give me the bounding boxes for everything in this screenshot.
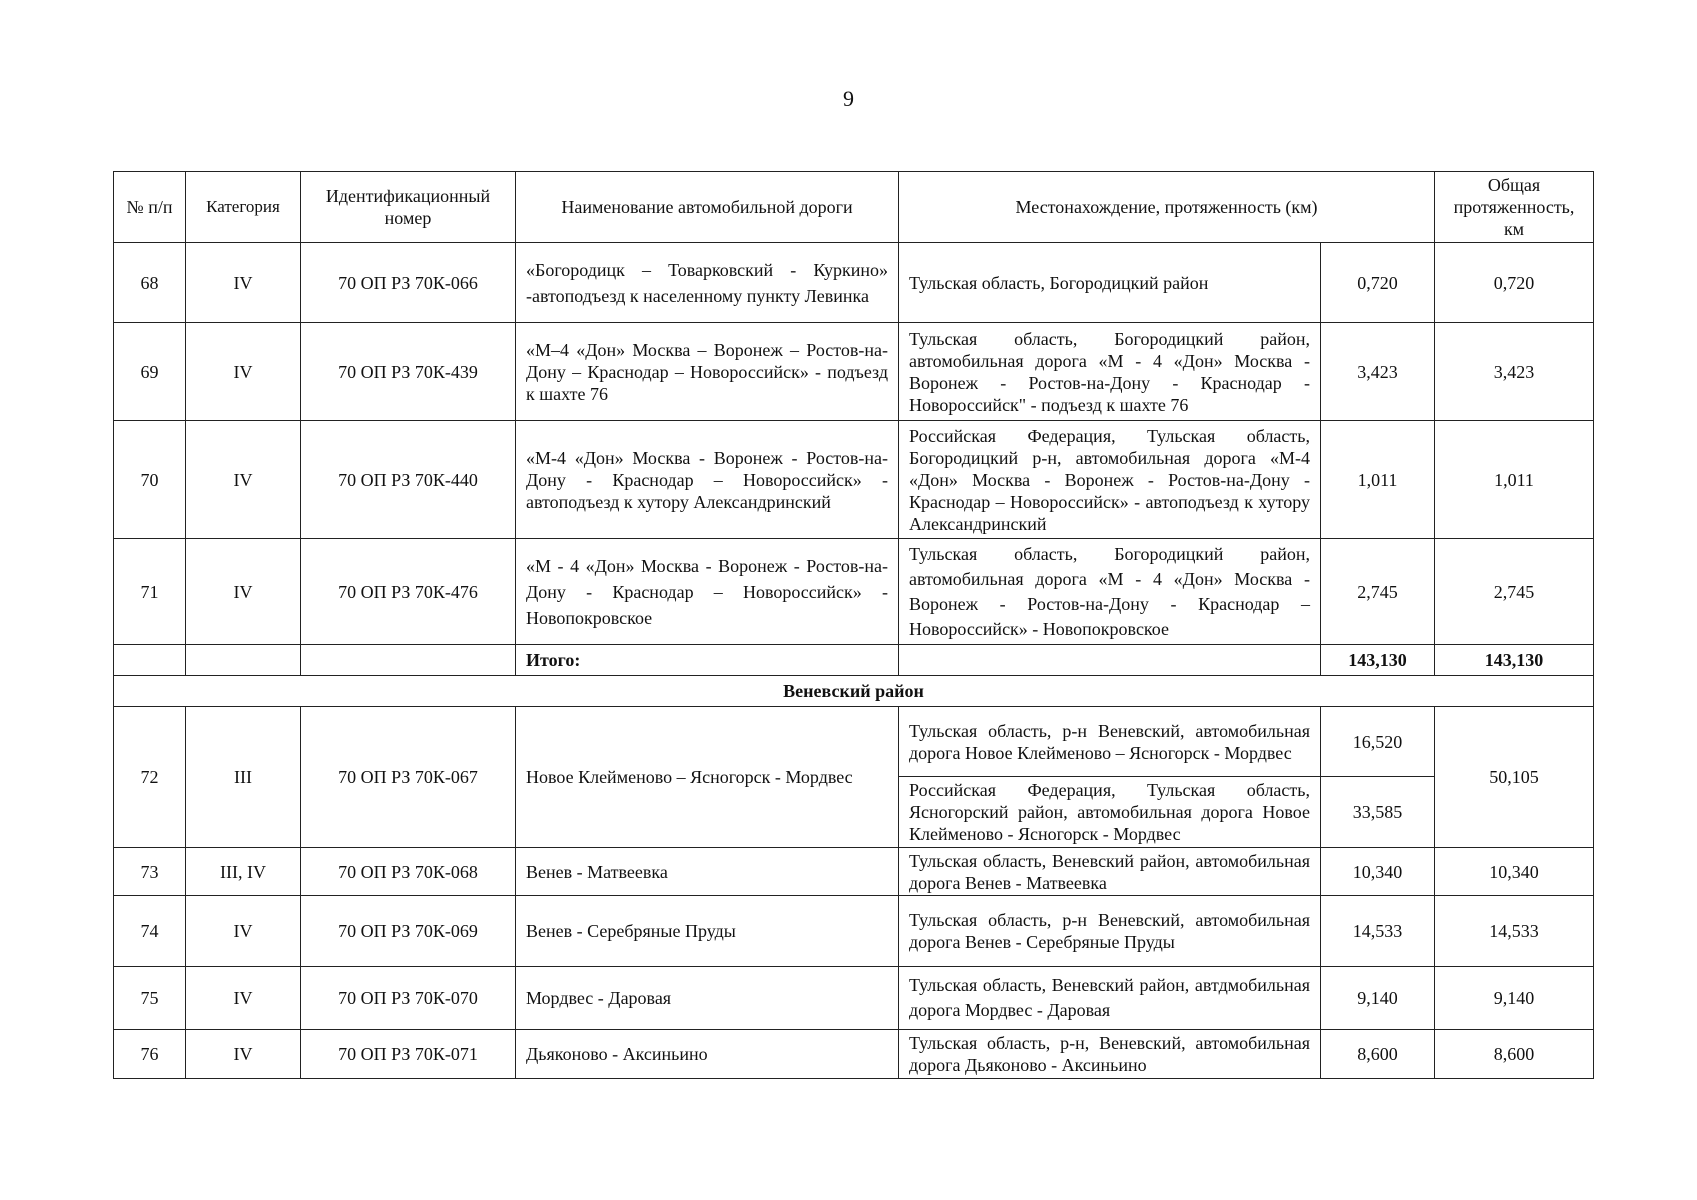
row-location: Тульская область, Богородицкий район (899, 243, 1321, 323)
row-category: III, IV (186, 848, 301, 896)
row-length: 2,745 (1321, 539, 1435, 645)
row-length: 16,520 (1321, 707, 1435, 777)
row-road-name: «Богородицк – Товарковский - Куркино» -автоподъезд к населенному пункту Левинка (516, 243, 899, 323)
row-category: IV (186, 243, 301, 323)
row-road-name: Новое Клейменово – Ясногорск - Мордвес (516, 707, 899, 848)
page-number: 9 (843, 86, 854, 111)
subtotal-length: 143,130 (1321, 645, 1435, 676)
table-row (114, 539, 1594, 645)
table-row (114, 1030, 1594, 1079)
header-category: Категория (186, 172, 301, 243)
row-category: IV (186, 967, 301, 1030)
row-category: III (186, 707, 301, 848)
row-length: 3,423 (1321, 323, 1435, 421)
row-id: 70 ОП РЗ 70К-069 (301, 896, 516, 967)
row-total: 0,720 (1435, 243, 1594, 323)
row-location: Российская Федерация, Тульская область, Богородицкий р-н, автомобильная дорога «М-4 «Дон» Москва - Воронеж - Ростов-на-Дону - Краснодар – Новороссийск» - автоподъезд к хутору Александринский (899, 421, 1321, 539)
row-road-name: «М–4 «Дон» Москва – Воронеж – Ростов-на-Дону – Краснодар – Новороссийск» - подъезд к шахте 76 (516, 323, 899, 421)
table-row (114, 421, 1594, 539)
row-road-name: «М-4 «Дон» Москва - Воронеж - Ростов-на-Дону - Краснодар – Новороссийск» - автоподъезд к хутору Александринский (516, 421, 899, 539)
row-num: 69 (114, 323, 186, 421)
row-num: 68 (114, 243, 186, 323)
district-title: Веневский район (114, 676, 1594, 707)
row-length: 1,011 (1321, 421, 1435, 539)
row-category: IV (186, 421, 301, 539)
row-total: 14,533 (1435, 896, 1594, 967)
row-road-name: Дьяконово - Аксиньино (516, 1030, 899, 1079)
row-road-name: Венев - Матвеевка (516, 848, 899, 896)
table-row (114, 896, 1594, 967)
table-row (114, 967, 1594, 1030)
district-header-row (114, 676, 1594, 707)
row-total: 9,140 (1435, 967, 1594, 1030)
row-road-name: Мордвес - Даровая (516, 967, 899, 1030)
row-category: IV (186, 896, 301, 967)
row-road-name: Венев - Серебряные Пруды (516, 896, 899, 967)
header-name: Наименование автомобильной дороги (516, 172, 899, 243)
row-total: 50,105 (1435, 707, 1594, 848)
row-location: Тульская область, Веневский район, автомобильная дорога Венев - Матвеевка (899, 848, 1321, 896)
row-id: 70 ОП РЗ 70К-476 (301, 539, 516, 645)
row-total: 2,745 (1435, 539, 1594, 645)
row-id: 70 ОП РЗ 70К-070 (301, 967, 516, 1030)
row-num: 75 (114, 967, 186, 1030)
row-num: 72 (114, 707, 186, 848)
subtotal-total: 143,130 (1435, 645, 1594, 676)
row-total: 10,340 (1435, 848, 1594, 896)
row-location: Тульская область, р-н Веневский, автомобильная дорога Новое Клейменово – Ясногорск - Мордвес (899, 707, 1321, 777)
subtotal-row (114, 645, 1594, 676)
row-id: 70 ОП РЗ 70К-440 (301, 421, 516, 539)
row-num: 73 (114, 848, 186, 896)
row-num: 70 (114, 421, 186, 539)
row-category: IV (186, 323, 301, 421)
table-row (114, 243, 1594, 323)
row-num: 76 (114, 1030, 186, 1079)
row-num: 74 (114, 896, 186, 967)
table-row (114, 848, 1594, 896)
row-category: IV (186, 539, 301, 645)
row-total: 1,011 (1435, 421, 1594, 539)
row-location: Российская Федерация, Тульская область, Ясногорский район, автомобильная дорога Новое Клейменово - Ясногорск - Мордвес (899, 777, 1321, 848)
subtotal-label: Итого: (516, 645, 899, 676)
header-id: Идентификационный номер (301, 172, 516, 243)
row-num: 71 (114, 539, 186, 645)
row-total: 8,600 (1435, 1030, 1594, 1079)
row-length: 0,720 (1321, 243, 1435, 323)
row-location: Тульская область, Богородицкий район, автомобильная дорога «М - 4 «Дон» Москва - Воронеж - Ростов-на-Дону - Краснодар - Новороссийск" - подъезд к шахте 76 (899, 323, 1321, 421)
header-location: Местонахождение, протяженность (км) (899, 172, 1435, 243)
table-header-row (114, 172, 1594, 243)
row-id: 70 ОП РЗ 70К-439 (301, 323, 516, 421)
row-length: 9,140 (1321, 967, 1435, 1030)
row-length: 8,600 (1321, 1030, 1435, 1079)
table-row (114, 707, 1594, 777)
header-num: № п/п (114, 172, 186, 243)
header-total: Общая протяженность, км (1435, 172, 1594, 243)
row-location: Тульская область, р-н, Веневский, автомобильная дорога Дьяконово - Аксиньино (899, 1030, 1321, 1079)
row-location: Тульская область, Богородицкий район, автомобильная дорога «М - 4 «Дон» Москва - Воронеж - Ростов-на-Дону - Краснодар – Новороссийск» - Новопокровское (899, 539, 1321, 645)
row-length: 33,585 (1321, 777, 1435, 848)
row-location: Тульская область, Веневский район, автдмобильная дорога Мордвес - Даровая (899, 967, 1321, 1030)
row-length: 14,533 (1321, 896, 1435, 967)
row-id: 70 ОП РЗ 70К-071 (301, 1030, 516, 1079)
table-row (114, 323, 1594, 421)
row-id: 70 ОП РЗ 70К-068 (301, 848, 516, 896)
row-id: 70 ОП РЗ 70К-066 (301, 243, 516, 323)
row-location: Тульская область, р-н Веневский, автомобильная дорога Венев - Серебряные Пруды (899, 896, 1321, 967)
row-length: 10,340 (1321, 848, 1435, 896)
roads-table (113, 171, 1594, 1079)
row-id: 70 ОП РЗ 70К-067 (301, 707, 516, 848)
row-category: IV (186, 1030, 301, 1079)
row-road-name: «М - 4 «Дон» Москва - Воронеж - Ростов-на-Дону - Краснодар – Новороссийск» - Новопокровское (516, 539, 899, 645)
row-total: 3,423 (1435, 323, 1594, 421)
